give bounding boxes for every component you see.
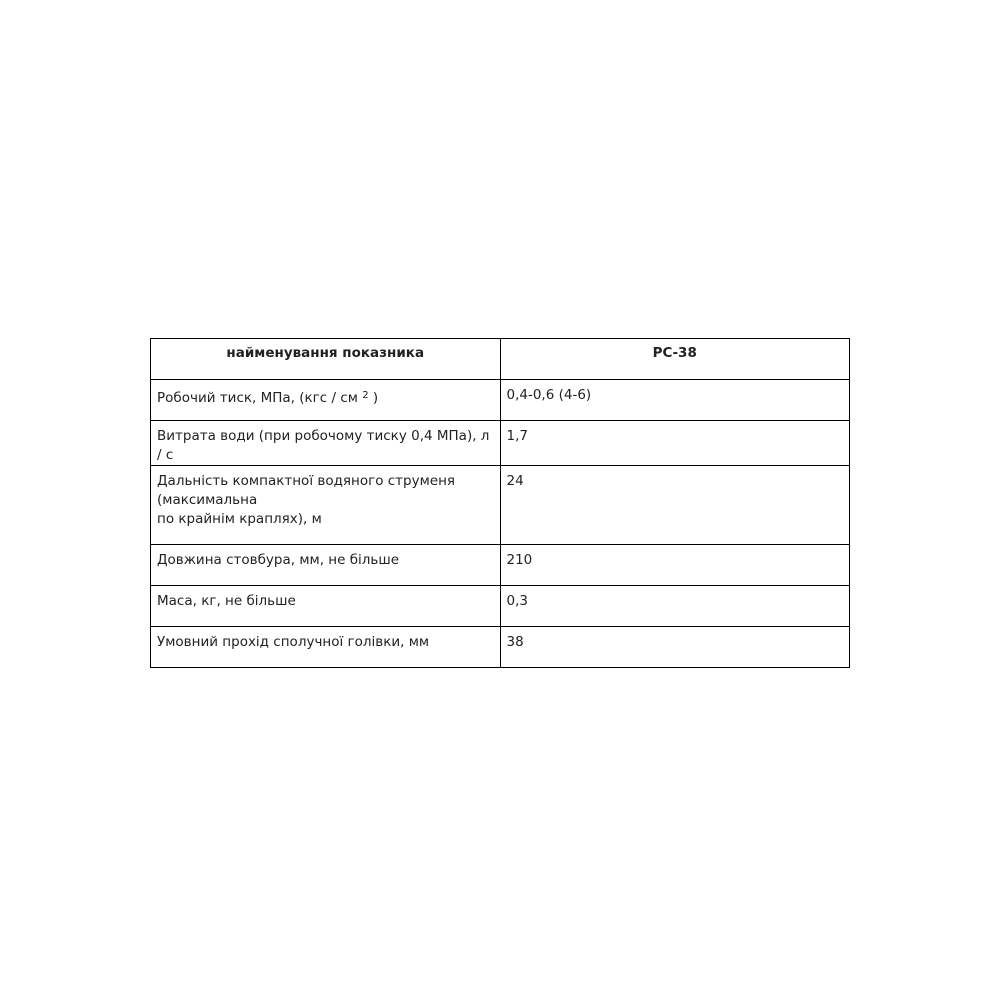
- table-row: [151, 421, 850, 466]
- row-value-cell: [500, 586, 850, 627]
- row-value-cell: [500, 380, 850, 421]
- header-value-cell: [500, 339, 850, 380]
- row-name-cell: [151, 466, 501, 545]
- row-value: 0,4-0,6 (4-6): [506, 387, 592, 403]
- row-value: 1,7: [506, 428, 528, 444]
- row-value: 210: [506, 552, 533, 568]
- row-value: 38: [506, 634, 524, 650]
- row-value: 0,3: [506, 593, 528, 609]
- table-row: [151, 466, 850, 545]
- row-name-cell: [151, 586, 501, 627]
- row-value-cell: [500, 421, 850, 466]
- table-row: [151, 545, 850, 586]
- table-row: [151, 380, 850, 421]
- row-name-cell: [151, 545, 501, 586]
- row-name: Умовний прохід сполучної голівки, мм: [157, 634, 430, 650]
- table-row: [151, 586, 850, 627]
- row-value: 24: [506, 473, 524, 489]
- row-name: Витрата води (при робочому тиску 0,4 МПа), л / с: [157, 428, 490, 463]
- row-name-line: (максимальна: [157, 492, 258, 508]
- header-value: РС-38: [652, 344, 697, 361]
- header-name-cell: [151, 339, 501, 380]
- row-name-cell: [151, 421, 501, 466]
- row-value-cell: [500, 545, 850, 586]
- row-value-cell: [500, 466, 850, 545]
- row-name-tail: ): [368, 390, 379, 406]
- row-value-cell: [500, 627, 850, 668]
- row-name-cell: [151, 627, 501, 668]
- table-header-row: [151, 339, 850, 380]
- row-name: Робочий тиск, МПа, (кгс / см: [157, 390, 363, 406]
- header-name: найменування показника: [226, 344, 425, 361]
- spec-table: [150, 338, 850, 668]
- table-row: [151, 627, 850, 668]
- row-name-line: Дальність компактної водяного струменя: [157, 473, 456, 489]
- row-name: Довжина стовбура, мм, не більше: [157, 552, 400, 568]
- row-name-line: по крайнім краплях), м: [157, 511, 322, 527]
- row-name: Маса, кг, не більше: [157, 593, 296, 609]
- row-name-superscript: 2: [362, 390, 369, 401]
- row-name-cell: [151, 380, 501, 421]
